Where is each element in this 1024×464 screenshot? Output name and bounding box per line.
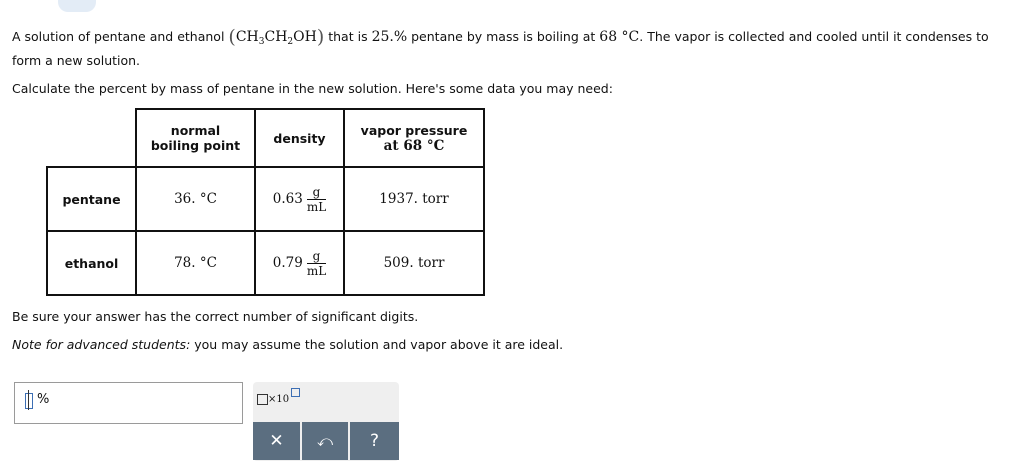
advanced-note: [12, 337, 563, 353]
help-button[interactable]: [350, 422, 399, 460]
temperature-value: 68 °C: [599, 29, 640, 45]
paren-close: ): [316, 26, 325, 48]
table-row: [47, 167, 484, 231]
input-placeholder-box: [25, 393, 33, 409]
row-label-pentane: pentane: [47, 167, 136, 231]
math-toolbar: [253, 382, 399, 461]
pentane-vapor-pressure: 1937. torr: [344, 167, 484, 231]
data-table: [46, 108, 485, 296]
table-row: [47, 231, 484, 295]
advanced-note-label: Note for advanced students:: [12, 337, 191, 352]
question-line-1: [12, 26, 989, 50]
top-tab[interactable]: [58, 0, 96, 12]
question-mark-icon: ?: [369, 431, 380, 451]
undo-button[interactable]: [302, 422, 348, 460]
question-text-end: . The vapor is collected and cooled until it condenses to: [639, 29, 989, 44]
pentane-density: 0.63 $\frac{g}{mL}$: [255, 167, 344, 231]
header-density: density: [255, 109, 344, 167]
undo-icon: ⤺: [316, 432, 334, 450]
pentane-boiling-point: 36. °C: [136, 167, 255, 231]
header-boiling-point: normal boiling point: [136, 109, 255, 167]
clear-button[interactable]: [253, 422, 300, 460]
percent-unit: %: [37, 392, 50, 407]
ethanol-boiling-point: 78. °C: [136, 231, 255, 295]
question-text-mid1: that is: [328, 29, 368, 44]
table-corner: [47, 109, 136, 167]
header-vapor-pressure: vapor pressure at 68 °C: [344, 109, 484, 167]
answer-input[interactable]: [14, 382, 243, 424]
row-label-ethanol: ethanol: [47, 231, 136, 295]
times-ten-label: ×10: [268, 394, 290, 405]
ethanol-density: 0.79 $\frac{g}{mL}$: [255, 231, 344, 295]
paren-open: (: [228, 26, 236, 48]
sigfig-note: Be sure your answer has the correct number of significant digits.: [12, 309, 419, 324]
ethanol-vapor-pressure: 509. torr: [344, 231, 484, 295]
question-line-2: form a new solution.: [12, 53, 141, 68]
text-cursor: [28, 390, 29, 410]
close-icon: ✕: [269, 431, 284, 451]
question-text-mid2: pentane by mass is boiling at: [411, 29, 596, 44]
exponent-box-icon: [291, 388, 300, 397]
advanced-note-text: you may assume the solution and vapor above it are ideal.: [190, 337, 564, 352]
percent-value: 25.%: [371, 29, 408, 45]
ethanol-formula: $CH_3CH_2OH$: [235, 29, 317, 47]
mantissa-box-icon: [257, 394, 268, 405]
question-text-start: A solution of pentane and ethanol: [12, 29, 225, 44]
question-line-3: Calculate the percent by mass of pentane in the new solution. Here's some data you may need:: [12, 81, 613, 96]
times-ten-button[interactable]: [257, 394, 289, 405]
